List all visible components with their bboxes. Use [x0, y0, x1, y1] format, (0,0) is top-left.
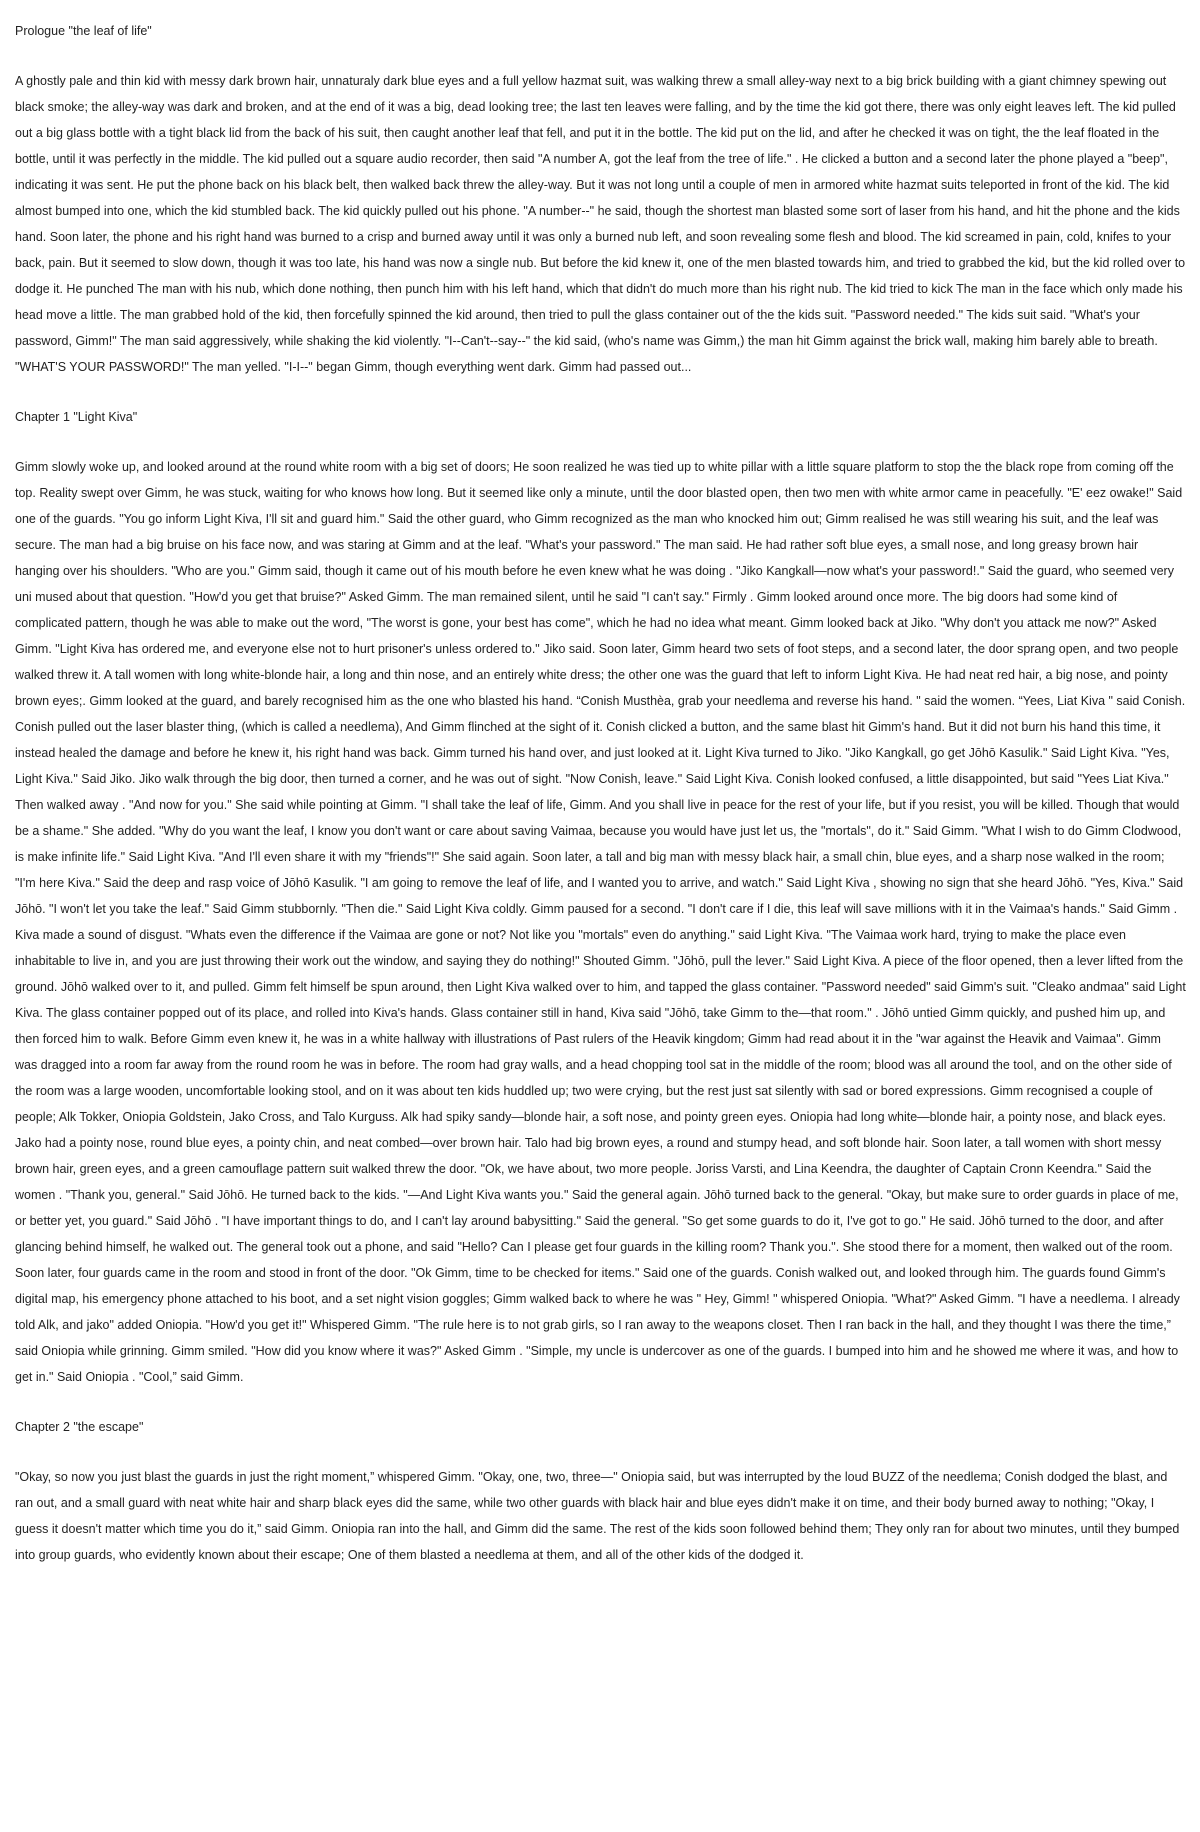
section-prologue — [15, 18, 1186, 380]
section-heading: Chapter 1 "Light Kiva" — [15, 410, 138, 424]
section-heading: Prologue "the leaf of life" — [15, 24, 152, 38]
section-paragraph: "Okay, so now you just blast the guards in just the right moment,” whispered Gimm. "Okay, one, two, three—" Oniopia said, but was interrupted by the loud BUZZ of the needlema; Conish dodged the blast, and ran out, and a small guard with neat white hair and sharp black eyes did the same, while two other guards with black hair and blue eyes didn't make it on time, and their body burned away to nothing; "Okay, I guess it doesn't matter which time you do it,” said Gimm. Oniopia ran into the hall, and Gimm did the same. The rest of the kids soon followed behind them; They only ran for about two minutes, until they bumped into group guards, who evidently known about their escape; One of them blasted a needlema at them, and all of the other kids of the dodged it. — [15, 1470, 1180, 1562]
section-heading: Chapter 2 "the escape" — [15, 1420, 144, 1434]
section-chapter-2 — [15, 1414, 1186, 1568]
section-paragraph: A ghostly pale and thin kid with messy dark brown hair, unnaturaly dark blue eyes and a full yellow hazmat suit, was walking threw a small alley-way next to a big brick building with a giant chimney spewing out black smoke; the alley-way was dark and broken, and at the end of it was a big, dead looking tree; the last ten leaves were falling, and by the time the kid got there, there was only eight leaves left. The kid pulled out a big glass bottle with a tight black lid from the back of his suit, then caught another leaf that fell, and put it in the bottle. The kid put on the lid, and after he checked it was on tight, the the leaf floated in the bottle, until it was perfectly in the middle. The kid pulled out a square audio recorder, then said "A number A, got the leaf from the tree of life." . He clicked a button and a second later the phone played a "beep", indicating it was sent. He put the phone back on his black belt, then walked back threw the alley-way. But it was not long until a couple of men in armored white hazmat suits teleported in front of the kid. The kid almost bumped into one, which the kid stumbled back. The kid quickly pulled out his phone. "A number--" he said, though the shortest man blasted some sort of laser from his hand, and hit the phone and the kids hand. Soon later, the phone and his right hand was burned to a crisp and burned away until it was only a burned nub left, and soon revealing some flesh and blood. The kid screamed in pain, cold, knifes to your back, pain. But it seemed to slow down, though it was too late, his hand was now a single nub. But before the kid knew it, one of the men blasted towards him, and tried to grabbed the kid, but the kid rolled over to dodge it. He punched The man with his nub, which done nothing, then punch him with his left hand, which that didn't do much more than his right nub. The kid tried to kick The man in the face which only made his head move a little. The man grabbed hold of the kid, then forcefully spinned the kid around, then tried to pull the glass container out of the the kids suit. "Password needed." The kids suit said. "What's your password, Gimm!" The man said aggressively, while shaking the kid violently. "I--Can't--say--" the kid said, (who's name was Gimm,) the man hit Gimm against the brick wall, making him barely able to breath. "WHAT'S YOUR PASSWORD!" The man yelled. "I-I--" began Gimm, though everything went dark. Gimm had passed out... — [15, 74, 1186, 374]
section-chapter-1 — [15, 404, 1186, 1390]
section-paragraph: Gimm slowly woke up, and looked around at the round white room with a big set of doors; He soon realized he was tied up to white pillar with a little square platform to stop the the black rope from coming off the top. Reality swept over Gimm, he was stuck, waiting for who knows how long. But it seemed like only a minute, until the door blasted open, then two men with white armor came in peacefully. "E' eez owake!" Said one of the guards. "You go inform Light Kiva, I'll sit and guard him." Said the other guard, who Gimm recognized as the man who knocked him out; Gimm realised he was still wearing his suit, and the leaf was secure. The man had a big bruise on his face now, and was staring at Gimm and at the leaf. "What's your password." The man said. He had rather soft blue eyes, a small nose, and long greasy brown hair hanging over his shoulders. "Who are you." Gimm said, though it came out of his mouth before he even knew what he was doing . "Jiko Kangkall—now what's your password!." Said the guard, who seemed very uni mused about that question. "How'd you get that bruise?" Asked Gimm. The man remained silent, until he said "I can't say." Firmly . Gimm looked around once more. The big doors had some kind of complicated pattern, though he was able to make out the word, "The worst is gone, your best has come", which he had no idea what meant. Gimm looked back at Jiko. "Why don't you attack me now?" Asked Gimm. "Light Kiva has ordered me, and everyone else not to hurt prisoner's unless ordered to." Jiko said. Soon later, Gimm heard two sets of foot steps, and a second later, the door sprang open, and two people walked threw it. A tall women with long white-blonde hair, a long and thin nose, and an entirely white dress; the other one was the guard that left to inform Light Kiva. He had neat red hair, a big nose, and pointy brown eyes;. Gimm looked at the guard, and barely recognised him as the one who blasted his hand. “Conish Musthèa, grab your needlema and reverse his hand. " said the women. “Yees, Liat Kiva " said Conish. Conish pulled out the laser blaster thing, (which is called a needlema), And Gimm flinched at the sight of it. Conish clicked a button, and the same blast hit Gimm's hand. But it did not burn his hand this time, it instead healed the damage and before he knew it, his right hand was back. Gimm turned his hand over, and just looked at it. Light Kiva turned to Jiko. "Jiko Kangkall, go get Jōhō Kasulik." Said Light Kiva. "Yes, Light Kiva." Said Jiko. Jiko walk through the big door, then turned a corner, and he was out of sight. "Now Conish, leave." Said Light Kiva. Conish looked confused, a little disappointed, but said "Yees Liat Kiva." Then walked away . "And now for you." She said while pointing at Gimm. "I shall take the leaf of life, Gimm. And you shall live in peace for the rest of your life, but if you resist, you will be killed. Though that would be a shame." She added. "Why do you want the leaf, I know you don't want or care about saving Vaimaa, because you would have just let us, the "mortals", do it." Said Gimm. "What I wish to do Gimm Clodwood, is make infinite life." Said Light Kiva. "And I'll even share it with my "friends"!" She said again. Soon later, a tall and big man with messy black hair, a small chin, blue eyes, and a sharp nose walked in the room; "I'm here Kiva." Said the deep and rasp voice of Jōhō Kasulik. "I am going to remove the leaf of life, and I wanted you to arrive, and watch." Said Light Kiva , showing no sign that she heard Jōhō. "Yes, Kiva." Said Jōhō. "I won't let you take the leaf." Said Gimm stubbornly. "Then die." Said Light Kiva coldly. Gimm paused for a second. "I don't care if I die, this leaf will save millions with it in the Vaimaa's hands." Said Gimm . Kiva made a sound of disgust. "Whats even the difference if the Vaimaa are gone or not? Not like you "mortals" even do anything." said Light Kiva. "The Vaimaa work hard, trying to make the place even inhabitable to live in, and you are just throwing their work out the window, and saying they do nothing!" Shouted Gimm. "Jōhō, pull the lever." Said Light Kiva. A piece of the floor opened, then a lever lifted from the ground. Jōhō walked over to it, and pulled. Gimm felt himself be spun around, then Light Kiva walked over to him, and tapped the glass container. "Password needed" said Gimm's suit. "Cleako andmaa" said Light Kiva. The glass container popped out of its place, and rolled into Kiva's hands. Glass container still in hand, Kiva said "Jōhō, take Gimm to the—that room." . Jōhō untied Gimm quickly, and pushed him up, and then forced him to walk. Before Gimm even knew it, he was in a white hallway with illustrations of Past rulers of the Heavik kingdom; Gimm had read about it in the "war against the Heavik and Vaimaa". Gimm was dragged into a room far away from the round room he was in before. The room had gray walls, and a head chopping tool sat in the middle of the room; blood was all around the tool, and on the other side of the room was a large wooden, uncomfortable looking stool, and on it was about ten kids huddled up; two were crying, but the rest just sat silently with sad or bored expressions. Gimm recognised a couple of people; Alk Tokker, Oniopia Goldstein, Jako Cross, and Talo Kurguss. Alk had spiky sandy—blonde hair, a soft nose, and pointy green eyes. Oniopia had long white—blonde hair, a pointy nose, and black eyes. Jako had a pointy nose, round blue eyes, a pointy chin, and neat combed—over brown hair. Talo had big brown eyes, a round and stumpy head, and soft blonde hair. Soon later, a tall women with short messy brown hair, green eyes, and a green camouflage pattern suit walked threw the door. "Ok, we have about, two more people. Joriss Varsti, and Lina Keendra, the daughter of Captain Cronn Keendra." Said the women . "Thank you, general." Said Jōhō. He turned back to the kids. "—And Light Kiva wants you." Said the general again. Jōhō turned back to the general. "Okay, but make sure to order guards in place of me, or better yet, you guard." Said Jōhō . "I have important things to do, and I can't lay around babysitting." Said the general. "So get some guards to do it, I've got to go." He said. Jōhō turned to the door, and after glancing behind himself, he walked out. The general took out a phone, and said "Hello? Can I please get four guards in the killing room? Thank you.". She stood there for a moment, then walked out of the room. Soon later, four guards came in the room and stood in front of the door. "Ok Gimm, time to be checked for items." Said one of the guards. Conish walked out, and looked through him. The guards found Gimm's digital map, his emergency phone attached to his boot, and a set night vision goggles; Gimm walked back to where he was " Hey, Gimm! " whispered Oniopia. "What?" Asked Gimm. "I have a needlema. I already told Alk, and jako" added Oniopia. "How'd you get it!" Whispered Gimm. "The rule here is to not grab girls, so I ran away to the weapons closet. Then I ran back in the hall, and they thought I was there the time,” said Oniopia while grinning. Gimm smiled. "How did you know where it was?" Asked Gimm . "Simple, my uncle is undercover as one of the guards. I bumped into him and he showed me where it was, and how to get in." Said Oniopia . "Cool,” said Gimm. — [15, 460, 1186, 1384]
